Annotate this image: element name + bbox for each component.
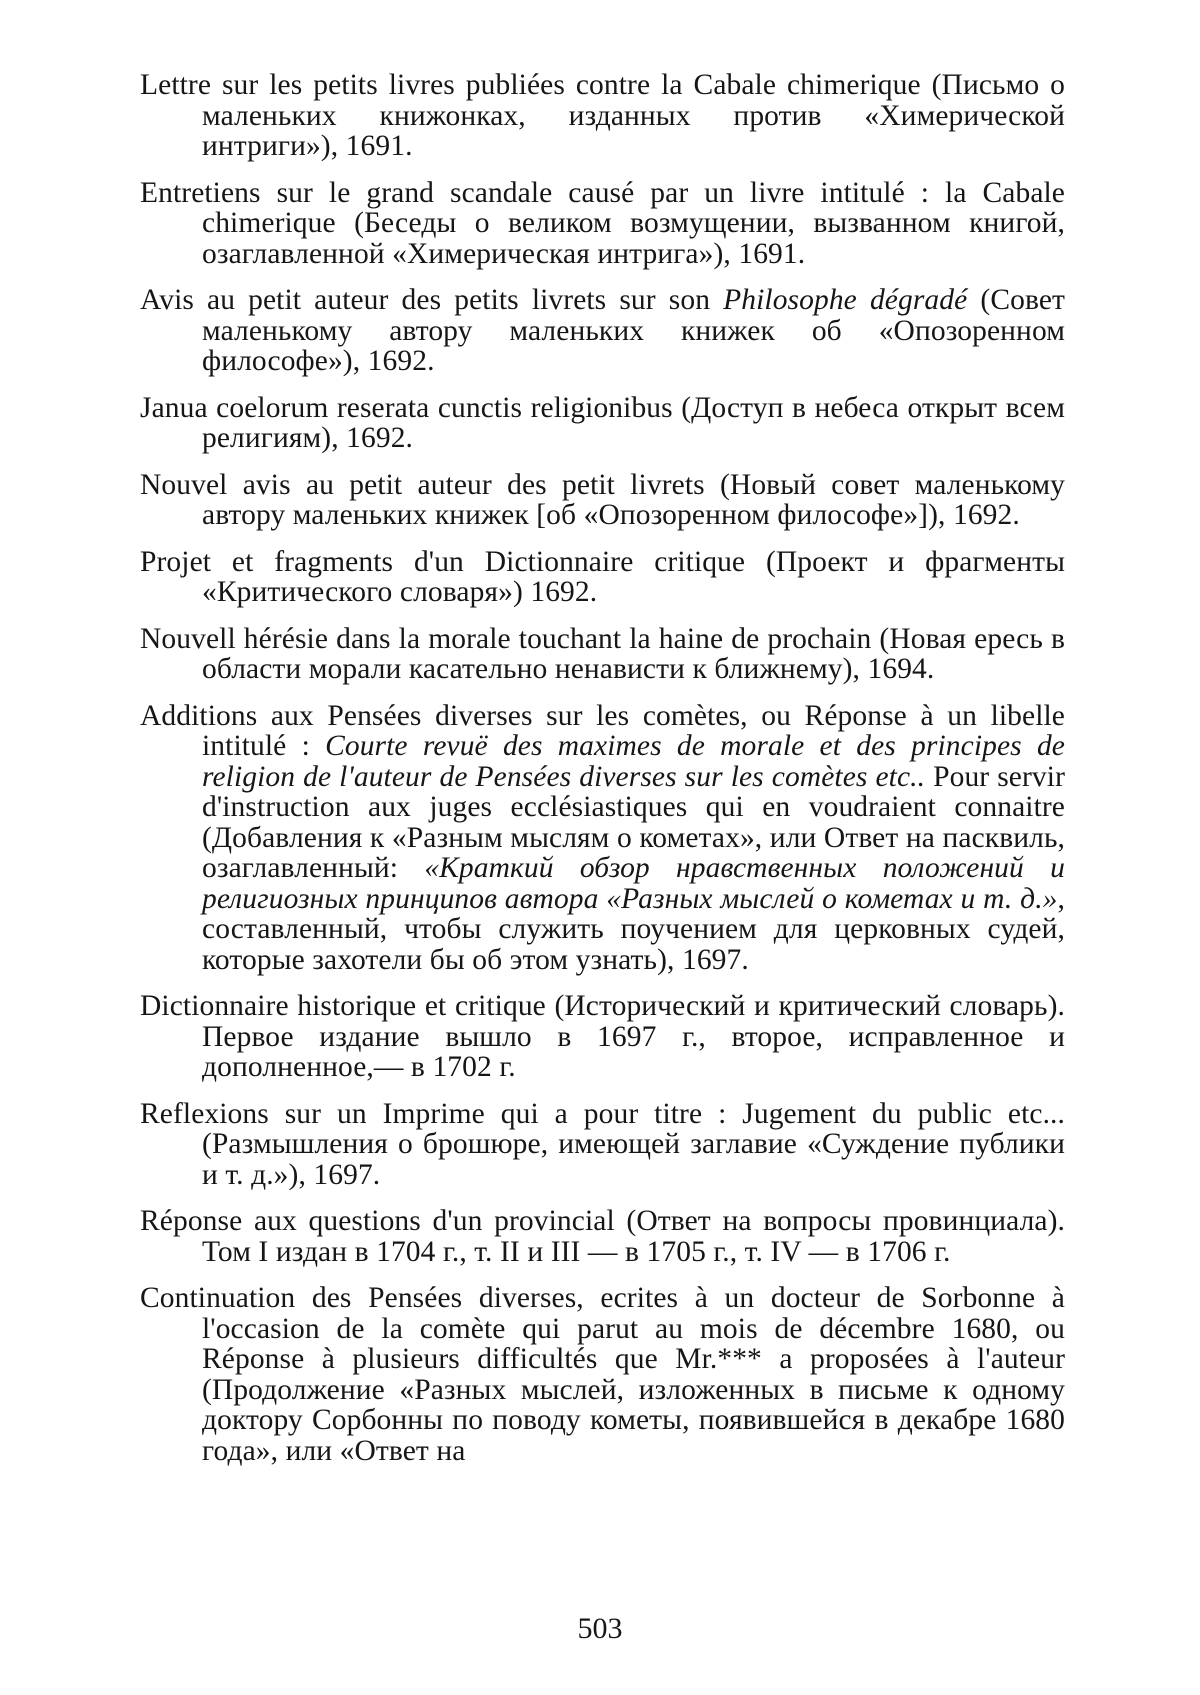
entry-italic-title: «Краткий обзор нравственных положений и религиозных принципов автора «Разных мыслей о кометах и т. д.» bbox=[202, 852, 1065, 915]
entry-text: Pour servir d'instruction aux juges ecclésiastiques qui en voudraient connaitre (Добавления к «Разным мыслям о кометах», или Ответ на пасквиль, озаглавленный: bbox=[202, 760, 1065, 884]
entry-italic-title: Philosophe dégradé bbox=[723, 284, 968, 316]
bibliography-entry: Lettre sur les petits livres publiées contre la Cabale chimerique (Письмо о маленьких книжонках, изданных против «Химерической интриги»), 1691. bbox=[140, 69, 1065, 162]
bibliography-entry: Nouvel avis au petit auteur des petit livrets (Новый совет маленькому автору маленьких книжек [об «Опозоренном философе»]), 1692. bbox=[140, 468, 1065, 531]
bibliography-entry: Réponse aux questions d'un provincial (Ответ на вопросы провинциала). Том I издан в 1704 г., т. II и III — в 1705 г., т. IV — в 1706 г. bbox=[140, 1205, 1065, 1268]
entry-italic-title: Courte revuë des maximes de morale et des principes de religion de l'auteur de Pensées diverses sur les comètes etc.. bbox=[202, 730, 1065, 793]
page-number: 503 bbox=[577, 1612, 623, 1645]
entry-text: Additions aux Pensées diverses sur les comètes, ou Réponse à un libelle intitulé : bbox=[140, 699, 1065, 762]
entry-text: Avis au petit auteur des petits livrets sur son bbox=[140, 284, 724, 316]
entry-text: , составленный, чтобы служить поучением для церковных судей, которые захотели бы об этом узнать), 1697. bbox=[202, 882, 1065, 976]
bibliography-entry: Dictionnaire historique et critique (Исторический и критический словарь). Первое издание вышло в 1697 г., второе, исправленное и дополненное,— в 1702 г. bbox=[140, 990, 1065, 1083]
bibliography-list bbox=[140, 70, 1065, 1482]
bibliography-entry: Nouvell hérésie dans la morale touchant la haine de prochain (Новая ересь в области морали касательно ненависти к ближнему), 1694. bbox=[140, 622, 1065, 685]
bibliography-entry bbox=[140, 701, 1065, 976]
bibliography-entry: Janua coelorum reserata cunctis religionibus (Доступ в небеса открыт всем религиям), 1692. bbox=[140, 391, 1065, 454]
bibliography-entry: Entretiens sur le grand scandale causé par un livre intitulé : la Cabale chimerique (Беседы о великом возмущении, вызванном книгой, озаглавленной «Химерическая интрига»), 1691. bbox=[140, 176, 1065, 270]
bibliography-entry: Continuation des Pensées diverses, ecrites à un docteur de Sorbonne à l'occasion de la comète qui parut au mois de décembre 1680, ou Réponse à plusieurs difficultés que Mr.*** a proposées à l'auteur (Продолжение «Разных мыслей, изложенных в письме к одному доктору Сорбонны по поводу кометы, появившейся в декабре 1680 года», или «Ответ на bbox=[140, 1282, 1065, 1467]
bibliography-entry bbox=[140, 285, 1065, 377]
entry-text: (Совет маленькому автору маленьких книжек об «Опозоренном философе»), 1692. bbox=[202, 284, 1065, 377]
bibliography-entry: Projet et fragments d'un Dictionnaire critique (Проект и фрагменты «Критического словаря») 1692. bbox=[140, 545, 1065, 608]
bibliography-entry: Reflexions sur un Imprime qui a pour titre : Jugement du public etc... (Размышления о брошюре, имеющей заглавие «Суждение публики и т. д.»), 1697. bbox=[140, 1097, 1065, 1191]
